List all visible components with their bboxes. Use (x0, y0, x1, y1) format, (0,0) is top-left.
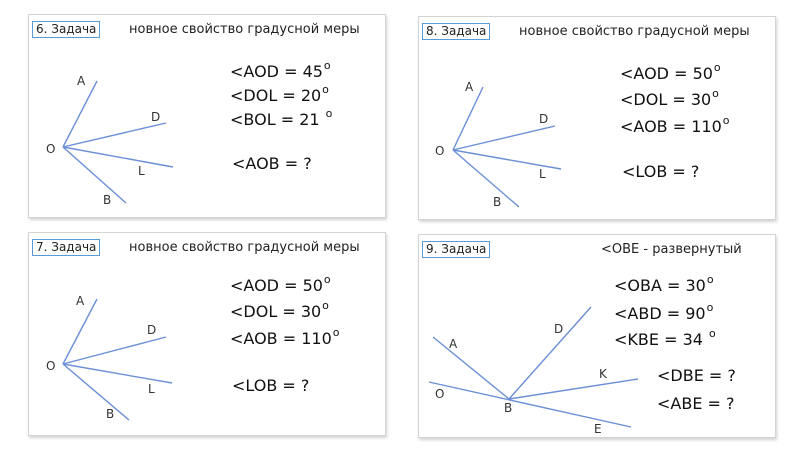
task-9-panel (418, 234, 776, 438)
line-OBE (429, 382, 631, 427)
given-angle-1: $<OBA = 30^o$ (614, 273, 714, 295)
point-label-B: B (504, 401, 513, 415)
task-6-panel (28, 14, 386, 218)
ray-BK (509, 379, 638, 399)
ray-OA (63, 81, 97, 147)
point-label-D: D (539, 112, 549, 126)
question-1: <DBE = ? (657, 366, 736, 385)
point-label-D: D (554, 322, 564, 336)
point-label-K: K (599, 367, 607, 381)
question: <LOB = ? (622, 162, 700, 181)
point-label-A: A (76, 294, 85, 308)
point-label-B: B (103, 193, 112, 207)
question: <LOB = ? (232, 376, 310, 395)
point-label-O: O (46, 359, 56, 373)
point-label-A: A (77, 74, 86, 88)
point-label-A: A (465, 80, 474, 94)
point-label-B: B (493, 195, 502, 209)
given-angle-3: <KBE = 34 $^o$ (614, 327, 716, 349)
given-angle-2: $<DOL = 20^o$ (230, 83, 329, 105)
task-title: новное свойство градусной меры (129, 240, 360, 255)
ray-OD (63, 123, 166, 147)
point-label-L: L (148, 382, 155, 396)
ray-OL (63, 147, 173, 167)
ray-OA (453, 87, 483, 150)
ray-OA (63, 299, 97, 364)
task-8-panel (418, 16, 776, 220)
point-label-E: E (594, 422, 602, 436)
ray-OD (63, 337, 166, 364)
question-2: <ABE = ? (657, 394, 735, 413)
ray-OB (63, 147, 126, 203)
ray-BD (509, 307, 591, 399)
point-label-B: B (106, 407, 115, 421)
point-label-O: O (46, 142, 56, 156)
task-7-panel (28, 232, 386, 436)
point-label-O: O (435, 387, 445, 401)
task-title: <OBE - развернутый (601, 242, 742, 257)
given-angle-2: $<DOL = 30^o$ (230, 299, 329, 321)
task-title: новное свойство градусной меры (519, 24, 750, 39)
given-angle-1: $<AOD = 45^o$ (230, 59, 331, 81)
point-label-L: L (539, 167, 546, 181)
given-angle-1: $<AOD = 50^o$ (620, 61, 721, 83)
given-angle-3: $<AOB = 110^o$ (620, 114, 730, 136)
point-label-D: D (147, 323, 157, 337)
task-title: новное свойство градусной меры (129, 22, 360, 37)
point-label-L: L (138, 164, 145, 178)
given-angle-1: $<AOD = 50^o$ (230, 273, 331, 295)
task-number-label: 8. Задача (422, 23, 490, 40)
task-number-label: 9. Задача (422, 241, 490, 258)
ray-OB (63, 364, 129, 420)
given-angle-3: <BOL = 21 $^o$ (230, 107, 333, 129)
point-label-O: O (435, 144, 445, 158)
given-angle-3: $<AOB = 110^o$ (230, 326, 340, 348)
question: <AOB = ? (232, 154, 312, 173)
ray-OD (453, 126, 555, 150)
given-angle-2: $<DOL = 30^o$ (620, 87, 719, 109)
task-number-label: 6. Задача (32, 21, 100, 38)
given-angle-2: $<ABD = 90^o$ (614, 301, 714, 323)
ray-OB (453, 150, 519, 207)
point-label-A: A (449, 337, 458, 351)
task-number-label: 7. Задача (32, 239, 100, 256)
ray-OL (63, 364, 172, 383)
point-label-D: D (151, 110, 161, 124)
